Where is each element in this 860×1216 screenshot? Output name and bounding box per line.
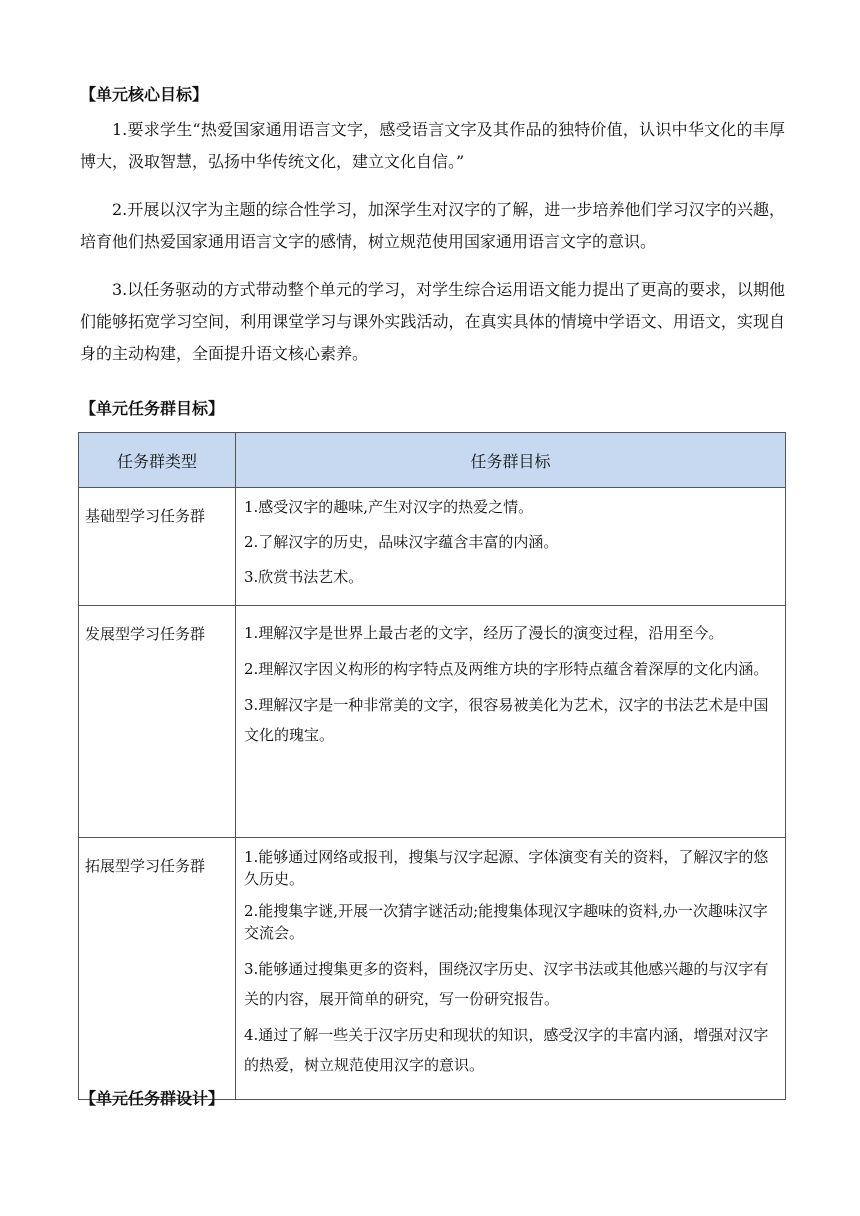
table-row — [79, 488, 786, 606]
goal-item: 3.理解汉字是一种非常美的文字，很容易被美化为艺术，汉字的书法艺术是中国文化的瑰宝。 — [244, 696, 769, 744]
task-type-cell: 基础型学习任务群 — [79, 488, 236, 606]
header-task-type: 任务群类型 — [79, 433, 236, 488]
core-goal-1: 1.要求学生“热爱国家通用语言文字，感受语言文字及其作品的独特价值，认识中华文化的丰厚博大，汲取智慧，弘扬中华传统文化，建立文化自信。” — [80, 120, 785, 171]
task-goal-cell — [236, 606, 786, 838]
goal-item: 2.能搜集字谜,开展一次猜字谜活动;能搜集体现汉字趣味的资料,办一次趣味汉字交流会。 — [244, 902, 768, 942]
goal-item: 2.理解汉字因义构形的构字特点及两维方块的字形特点蕴含着深厚的文化内涵。 — [244, 660, 769, 678]
goal-item: 4.通过了解一些关于汉字历史和现状的知识，感受汉字的丰富内涵，增强对汉字的热爱，树立规范使用汉字的意识。 — [244, 1026, 769, 1074]
task-group-design-heading: 【单元任务群设计】 — [80, 1089, 225, 1108]
goal-item: 3.能够通过搜集更多的资料，围绕汉字历史、汉字书法或其他感兴趣的与汉字有关的内容，展开简单的研究，写一份研究报告。 — [244, 960, 769, 1008]
goal-item: 1.感受汉字的趣味,产生对汉字的热爱之情。 — [244, 498, 534, 516]
core-goals-heading: 【单元核心目标】 — [80, 85, 209, 104]
task-goal-cell — [236, 838, 786, 1100]
task-group-goals-heading: 【单元任务群目标】 — [80, 399, 225, 418]
task-group-goals-table — [78, 432, 786, 1100]
core-goal-3: 3.以任务驱动的方式带动整个单元的学习，对学生综合运用语文能力提出了更高的要求，以期他们能够拓宽学习空间，利用课堂学习与课外实践活动，在真实具体的情境中学语文、用语文，实现自身的主动构建，全面提升语文核心素养。 — [80, 280, 785, 363]
core-goal-2: 2.开展以汉字为主题的综合性学习，加深学生对汉字的了解，进一步培养他们学习汉字的兴趣，培育他们热爱国家通用语言文字的感情，树立规范使用国家通用语言文字的意识。 — [80, 200, 785, 251]
goal-item: 2.了解汉字的历史，品味汉字蕴含丰富的内涵。 — [244, 533, 559, 551]
table-row — [79, 606, 786, 838]
task-goal-cell — [236, 488, 786, 606]
table-header-row — [79, 433, 786, 488]
goal-item: 1.能够通过网络或报刊，搜集与汉字起源、字体演变有关的资料，了解汉字的悠久历史。 — [244, 848, 769, 888]
header-task-goal: 任务群目标 — [236, 433, 786, 488]
table-row — [79, 838, 786, 1100]
task-type-cell: 发展型学习任务群 — [79, 606, 236, 838]
goal-item: 3.欣赏书法艺术。 — [244, 568, 364, 586]
goal-item: 1.理解汉字是世界上最古老的文字，经历了漫长的演变过程，沿用至今。 — [244, 624, 724, 642]
task-type-cell: 拓展型学习任务群 — [79, 838, 236, 1100]
